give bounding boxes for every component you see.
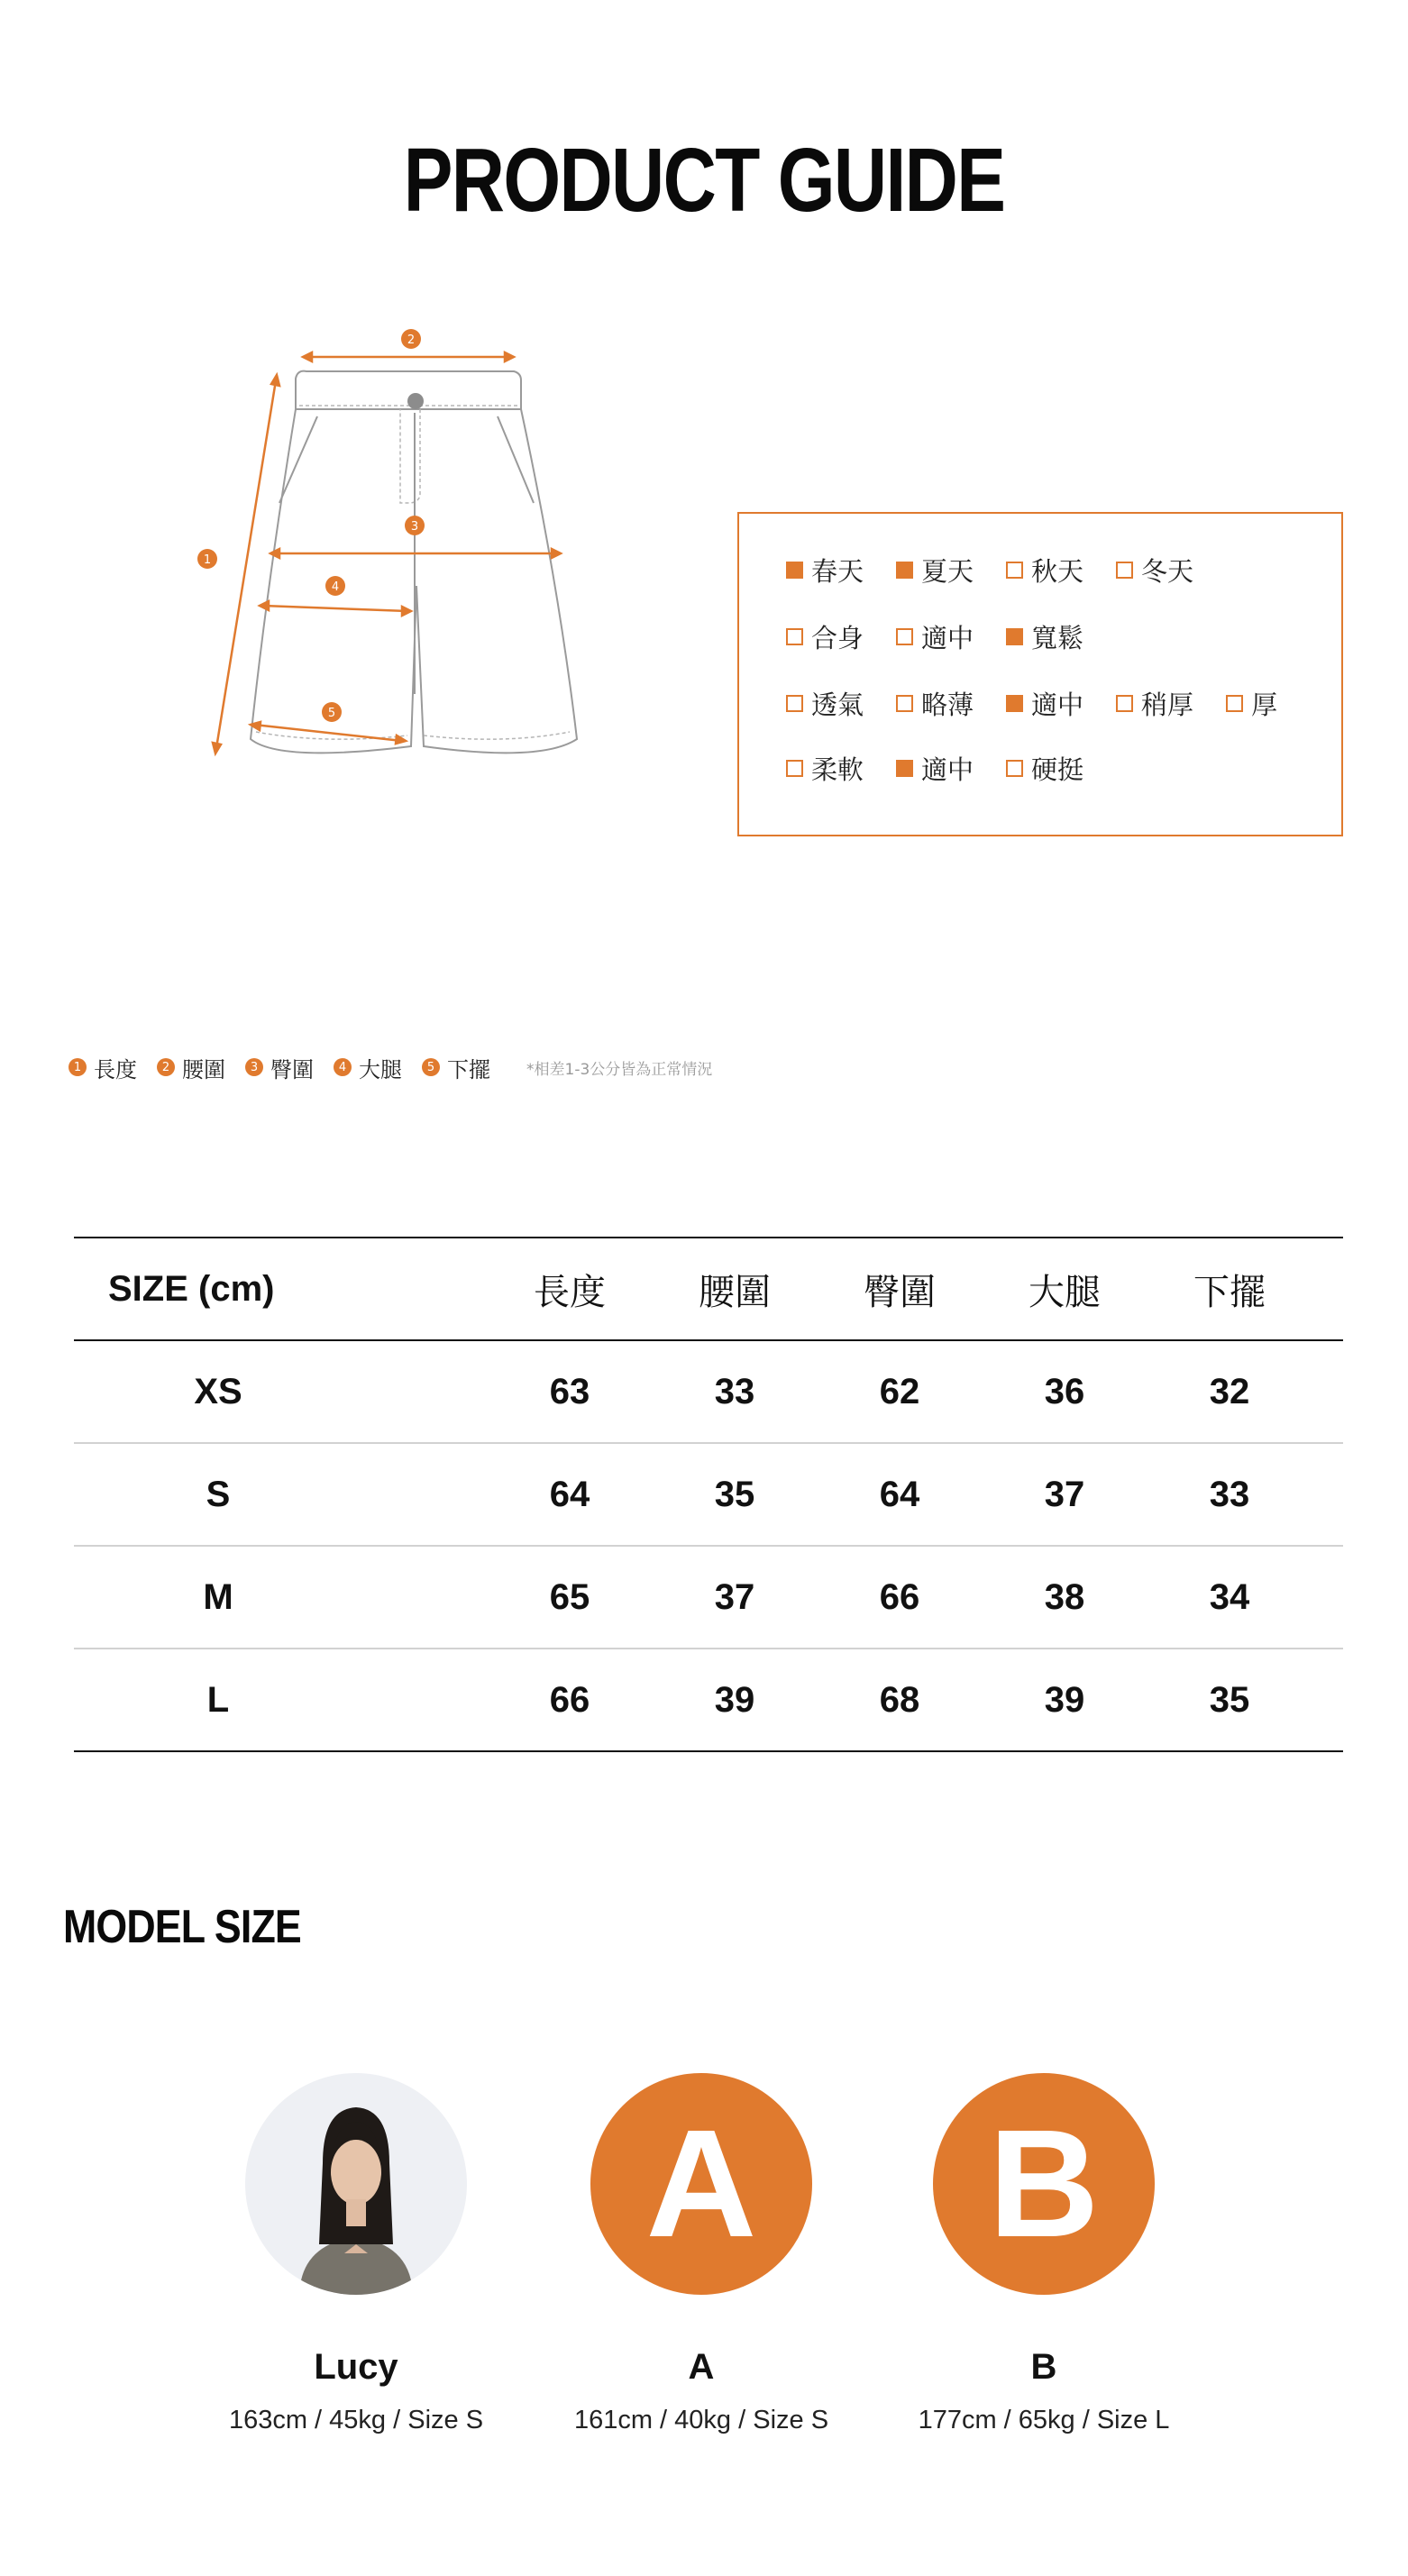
attr-chip (786, 618, 864, 655)
attr-label: 合身 (811, 622, 864, 653)
shorts-measurement-diagram (180, 315, 595, 784)
value-cell: 65 (549, 1576, 590, 1617)
model-spec: 177cm / 65kg / Size L (918, 2406, 1170, 2434)
value-cell: 68 (879, 1679, 920, 1720)
attr-label: 硬挺 (1031, 754, 1084, 785)
marker-5: 5 (327, 707, 336, 720)
attr-chip (786, 552, 864, 589)
attr-label: 稍厚 (1141, 689, 1194, 720)
size-cell: M (203, 1576, 233, 1617)
model-name: A (688, 2347, 715, 2387)
marker-4: 4 (331, 580, 340, 594)
attr-chip (1006, 618, 1083, 655)
attr-label: 適中 (921, 754, 974, 785)
value-cell: 39 (714, 1679, 755, 1720)
model-size-heading: MODEL SIZE (63, 1901, 301, 1953)
value-cell: 35 (714, 1474, 755, 1514)
value-cell: 35 (1209, 1679, 1250, 1720)
attr-label: 厚 (1251, 689, 1278, 720)
legend-number: 2 (157, 1058, 175, 1076)
tolerance-note: *相差1-3公分皆為正常情況 (526, 1060, 713, 1079)
header-thigh: 大腿 (1029, 1272, 1101, 1312)
attr-label: 夏天 (921, 555, 974, 587)
attr-label: 透氣 (811, 689, 864, 720)
legend-label: 長度 (94, 1056, 137, 1082)
model-name: Lucy (314, 2347, 398, 2387)
value-cell: 33 (1209, 1474, 1250, 1514)
legend-number: 1 (69, 1058, 87, 1076)
attr-chip (896, 552, 974, 589)
checkbox-icon (1006, 562, 1023, 579)
legend-label: 下擺 (447, 1056, 490, 1082)
attr-chip (786, 750, 864, 787)
thickness-row (786, 687, 1310, 719)
marker-3: 3 (410, 520, 419, 534)
model-name: B (1030, 2347, 1057, 2387)
legend-label: 腰圍 (182, 1056, 225, 1082)
attr-label: 寬鬆 (1031, 622, 1084, 653)
attr-chip (1006, 685, 1083, 722)
checkbox-icon (1116, 562, 1133, 579)
header-size: SIZE (cm) (108, 1268, 275, 1309)
checkbox-icon (786, 628, 803, 645)
person-icon (245, 2073, 467, 2295)
table-row (74, 1649, 1343, 1752)
model-card-b (873, 2073, 1215, 2435)
size-cell: L (206, 1679, 230, 1720)
checkbox-icon (1006, 628, 1023, 645)
model-photo (245, 2073, 467, 2295)
attr-chip (1226, 685, 1277, 722)
legend-item (422, 1052, 490, 1083)
attr-label: 略薄 (921, 689, 974, 720)
checkbox-icon (1116, 695, 1133, 712)
attr-label: 適中 (1031, 689, 1084, 720)
page-title: PRODUCT GUIDE (403, 130, 1005, 231)
attr-label: 春天 (811, 555, 864, 587)
attr-chip (1006, 552, 1083, 589)
checkbox-icon (896, 628, 913, 645)
value-cell: 36 (1044, 1371, 1085, 1411)
attr-label: 適中 (921, 622, 974, 653)
checkbox-icon (896, 695, 913, 712)
model-spec: 163cm / 45kg / Size S (228, 2406, 484, 2434)
marker-1: 1 (203, 553, 212, 567)
attr-label: 秋天 (1031, 555, 1084, 587)
checkbox-icon (786, 760, 803, 777)
model-badge-a: A (590, 2073, 812, 2295)
legend-number: 4 (334, 1058, 352, 1076)
fit-row (786, 620, 1116, 653)
value-cell: 64 (879, 1474, 920, 1514)
header-hip: 臀圍 (864, 1272, 936, 1312)
attr-chip (1116, 552, 1193, 589)
attr-chip (896, 750, 974, 787)
softness-row (786, 752, 1116, 784)
value-cell: 66 (879, 1576, 920, 1617)
checkbox-icon (1006, 695, 1023, 712)
fabric-attribute-panel (737, 512, 1343, 836)
checkbox-icon (896, 562, 913, 579)
value-cell: 33 (714, 1371, 755, 1411)
legend-item (245, 1052, 314, 1083)
value-cell: 37 (714, 1576, 755, 1617)
checkbox-icon (1226, 695, 1243, 712)
attr-chip (896, 618, 974, 655)
header-length: 長度 (534, 1272, 606, 1312)
model-spec: 161cm / 40kg / Size S (573, 2406, 829, 2434)
checkbox-icon (786, 562, 803, 579)
value-cell: 32 (1209, 1371, 1250, 1411)
attr-chip (786, 685, 864, 722)
table-row (74, 1341, 1343, 1444)
table-row (74, 1444, 1343, 1547)
attr-label: 柔軟 (811, 754, 864, 785)
checkbox-icon (1006, 760, 1023, 777)
header-waist: 腰圍 (699, 1272, 771, 1312)
attr-label: 冬天 (1141, 555, 1194, 587)
legend-item (334, 1052, 402, 1083)
checkbox-icon (786, 695, 803, 712)
legend-item (69, 1052, 137, 1083)
model-card-lucy (185, 2073, 527, 2435)
measurement-legend (69, 1051, 712, 1083)
value-cell: 64 (549, 1474, 590, 1514)
marker-2: 2 (407, 333, 416, 347)
legend-label: 大腿 (359, 1056, 402, 1082)
value-cell: 66 (549, 1679, 590, 1720)
value-cell: 39 (1044, 1679, 1085, 1720)
size-table (74, 1237, 1343, 1752)
legend-number: 3 (245, 1058, 263, 1076)
attr-chip (1116, 685, 1193, 722)
checkbox-icon (896, 760, 913, 777)
legend-number: 5 (422, 1058, 440, 1076)
model-badge-b: B (933, 2073, 1155, 2295)
value-cell: 38 (1044, 1576, 1085, 1617)
header-hem: 下擺 (1193, 1272, 1266, 1312)
legend-item (157, 1052, 225, 1083)
size-cell: S (206, 1474, 231, 1514)
season-row (786, 553, 1226, 586)
table-header-row (74, 1237, 1343, 1341)
size-cell: XS (194, 1371, 242, 1411)
value-cell: 37 (1044, 1474, 1085, 1514)
attr-chip (896, 685, 974, 722)
table-row (74, 1547, 1343, 1649)
value-cell: 34 (1209, 1576, 1250, 1617)
value-cell: 62 (879, 1371, 920, 1411)
legend-label: 臀圍 (270, 1056, 314, 1082)
model-card-a (530, 2073, 873, 2435)
value-cell: 63 (549, 1371, 590, 1411)
attr-chip (1006, 750, 1083, 787)
